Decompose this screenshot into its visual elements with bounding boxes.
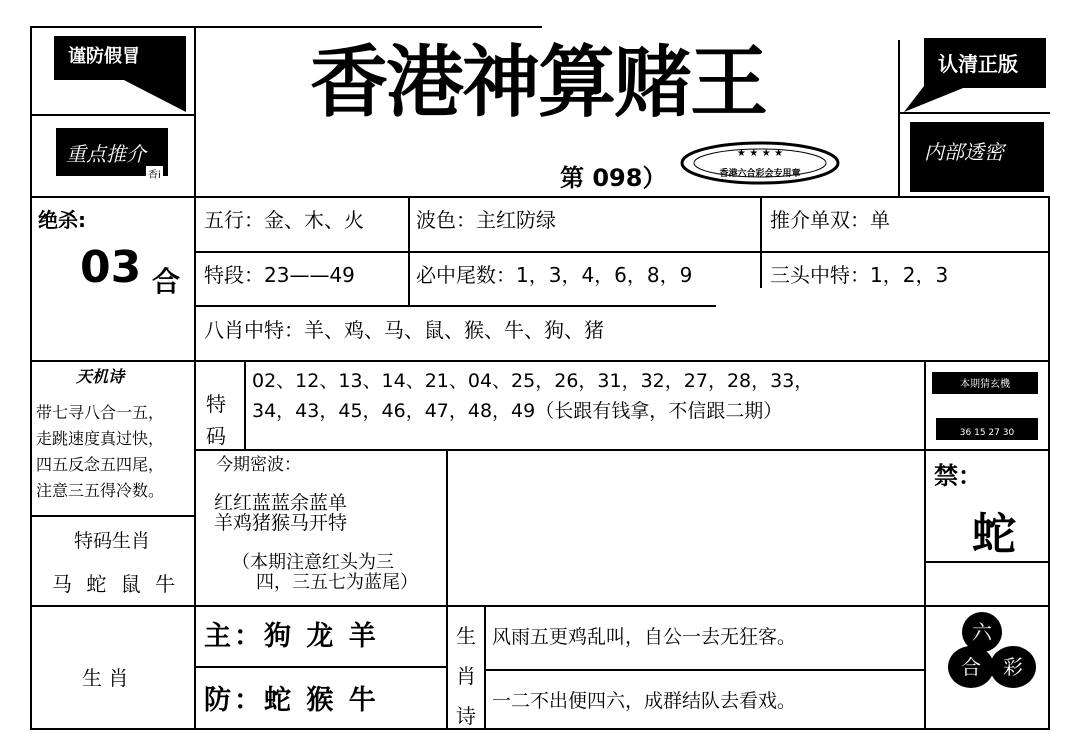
badge-pointer-left — [120, 78, 190, 112]
tianji-line-4: 注意三五得冷数。 — [36, 481, 165, 500]
recommend-text: 重点推介 — [66, 142, 146, 166]
teduan: 特段：23——49 — [204, 263, 355, 287]
recommend-tail: 香i — [146, 166, 163, 181]
weishu: 必中尾数：1，3，4，6，8，9 — [416, 263, 693, 287]
anti-fake-text: 谨防假冒 — [68, 46, 140, 67]
kill-label: 绝杀: — [38, 208, 86, 232]
tianji-title: 天机诗 — [76, 367, 125, 386]
tema-line-1: 02、12、13、14、21、04、25，26，31，32，27，28，33， — [252, 370, 814, 392]
mibo-title: 今期密波： — [216, 455, 301, 475]
insider-text: 内部透密 — [924, 140, 1004, 164]
xuanji-box — [932, 372, 1038, 394]
forbid-animal: 蛇 — [972, 509, 1016, 560]
anti-fake-badge — [54, 36, 186, 80]
tema-label-2: 码 — [206, 424, 226, 448]
tema-shengxiao-label: 特码生肖 — [74, 530, 151, 552]
baxiao: 八肖中特：羊、鸡、马、鼠、猴、牛、狗、猪 — [204, 318, 604, 342]
mibo-note-2: 四，三五七为蓝尾） — [256, 572, 418, 593]
tianji-line-2: 走跳速度真过快， — [36, 429, 165, 448]
authentic-badge — [924, 38, 1046, 88]
kill-number: 03 — [80, 242, 142, 293]
mibo-line-1: 红红蓝蓝余蓝单 — [214, 492, 348, 514]
shengxiao-main: 主：狗 龙 羊 — [204, 621, 379, 652]
poem-label-2: 肖 — [456, 664, 476, 688]
tema-label-1: 特 — [206, 392, 226, 416]
stamp-text: 香港六合彩会专用章 — [719, 169, 801, 179]
badge-pointer-right — [904, 86, 968, 112]
shengxiao-guard: 防：蛇 猴 牛 — [204, 685, 379, 716]
wuxing: 五行：金、木、火 — [204, 208, 364, 232]
insider-badge — [910, 122, 1044, 192]
xuanji-numbers-box — [936, 418, 1038, 440]
tianji-line-3: 四五反念五四尾， — [36, 455, 165, 474]
liuhe-top: 六 — [972, 620, 992, 644]
mibo-line-2: 羊鸡猪猴马开特 — [214, 512, 348, 534]
page-title: 香港神算赌王 — [310, 38, 767, 128]
xuanji-numbers: 36 15 27 30 — [959, 428, 1015, 438]
kill-suffix: 合 — [152, 265, 181, 298]
forbid-label: 禁： — [934, 462, 982, 490]
liuhe-circle-left — [948, 646, 994, 688]
poem-label-3: 诗 — [456, 704, 476, 728]
tianji-line-1: 带七寻八合一五， — [36, 403, 165, 422]
poem-line-1: 风雨五更鸡乱叫，自公一去无狂客。 — [492, 626, 797, 648]
issue-number: 第 098） — [560, 164, 667, 192]
santou: 三头中特：1，2，3 — [770, 263, 949, 287]
bose: 波色：主红防绿 — [416, 208, 556, 232]
mibo-note-1: （本期注意红头为三 — [232, 552, 394, 573]
liuhe-left: 合 — [961, 655, 981, 679]
shengxiao-label: 生 肖 — [82, 666, 129, 690]
poem-label-1: 生 — [456, 624, 476, 648]
tema-line-2: 34，43，45，46，47，48，49（长跟有钱拿，不信跟二期） — [252, 400, 783, 422]
svg-text:★ ★ ★ ★: ★ ★ ★ ★ — [736, 148, 784, 159]
liuhe-right: 彩 — [1003, 655, 1023, 679]
xuanji-title: 本期猜玄機 — [960, 379, 1010, 390]
danshuang: 推介单双：单 — [770, 208, 890, 232]
official-stamp — [678, 140, 842, 186]
liuhe-circle-right — [990, 646, 1036, 688]
authentic-text: 认清正版 — [938, 52, 1018, 76]
tema-shengxiao-animals: 马 蛇 鼠 牛 — [52, 572, 180, 596]
poem-line-2: 一二不出便四六，成群结队去看戏。 — [492, 690, 797, 712]
